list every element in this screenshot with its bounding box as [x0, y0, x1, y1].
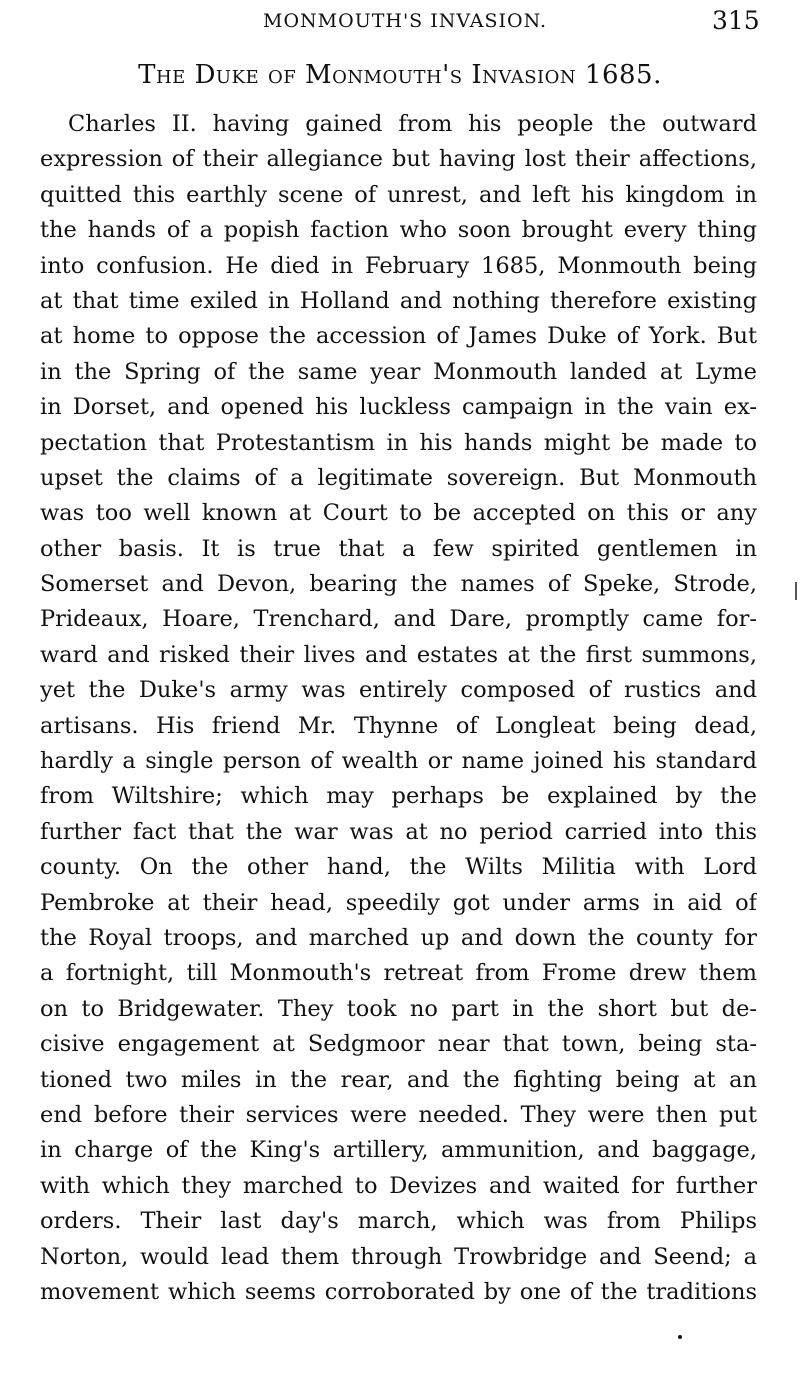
text-line: a fortnight, till Monmouth's retreat from Frome drew them: [40, 960, 757, 987]
text-line: the hands of a popish faction who soon brought every thing: [40, 217, 757, 244]
text-line: the Royal troops, and marched up and down the county for: [40, 924, 757, 951]
text-line: further fact that the war was at no period carried into this: [40, 818, 757, 845]
text-line: from Wiltshire; which may perhaps be explained by the: [40, 783, 757, 810]
body-text: [40, 107, 757, 1310]
text-line: yet the Duke's army was entirely composed of rustics and: [40, 677, 757, 704]
page-number: 315: [712, 6, 760, 35]
text-line: on to Bridgewater. They took no part in the short but de-: [40, 995, 757, 1022]
text-line: artisans. His friend Mr. Thynne of Longleat being dead,: [40, 712, 757, 739]
text-line: in the Spring of the same year Monmouth landed at Lyme: [40, 358, 757, 385]
text-line: expression of their allegiance but having lost their affections,: [40, 146, 757, 173]
text-line: in charge of the King's artillery, ammunition, and baggage,: [40, 1137, 757, 1164]
text-line: Prideaux, Hoare, Trenchard, and Dare, promptly came for-: [40, 606, 757, 633]
text-line: cisive engagement at Sedgmoor near that town, being sta-: [40, 1031, 757, 1058]
text-line: ward and risked their lives and estates at the first summons,: [40, 641, 757, 668]
text-line: orders. Their last day's march, which was from Philips: [40, 1208, 757, 1235]
text-line: Charles II. having gained from his people the outward: [68, 111, 757, 137]
text-line: Pembroke at their head, speedily got under arms in aid of: [40, 889, 757, 916]
ink-speck: [678, 1335, 682, 1339]
text-line: tioned two miles in the rear, and the fighting being at an: [40, 1066, 757, 1093]
text-line: other basis. It is true that a few spirited gentlemen in: [40, 535, 757, 562]
text-line: end before their services were needed. They were then put: [40, 1101, 757, 1128]
text-line: Somerset and Devon, bearing the names of Speke, Strode,: [40, 571, 757, 598]
text-line: upset the claims of a legitimate sovereign. But Monmouth: [40, 464, 757, 491]
text-line: county. On the other hand, the Wilts Militia with Lord: [40, 854, 757, 881]
text-line: Norton, would lead them through Trowbridge and Seend; a: [40, 1243, 757, 1270]
text-line: at home to oppose the accession of James Duke of York. But: [40, 323, 757, 350]
text-line: movement which seems corroborated by one of the traditions: [40, 1278, 757, 1305]
running-head: MONMOUTH'S INVASION.: [263, 10, 548, 32]
text-line: in Dorset, and opened his luckless campaign in the vain ex-: [40, 394, 757, 421]
text-line: pectation that Protestantism in his hands might be made to: [40, 429, 757, 456]
text-line: at that time exiled in Holland and nothing therefore existing: [40, 287, 757, 314]
section-title: The Duke of Monmouth's Invasion 1685.: [138, 60, 662, 90]
text-line: quitted this earthly scene of unrest, and left his kingdom in: [40, 181, 757, 208]
text-line: into confusion. He died in February 1685, Monmouth being: [40, 252, 757, 279]
text-line: with which they marched to Devizes and waited for further: [40, 1172, 757, 1199]
text-line: was too well known at Court to be accepted on this or any: [40, 500, 757, 527]
margin-mark: [795, 582, 797, 600]
text-line: hardly a single person of wealth or name joined his standard: [40, 748, 757, 775]
